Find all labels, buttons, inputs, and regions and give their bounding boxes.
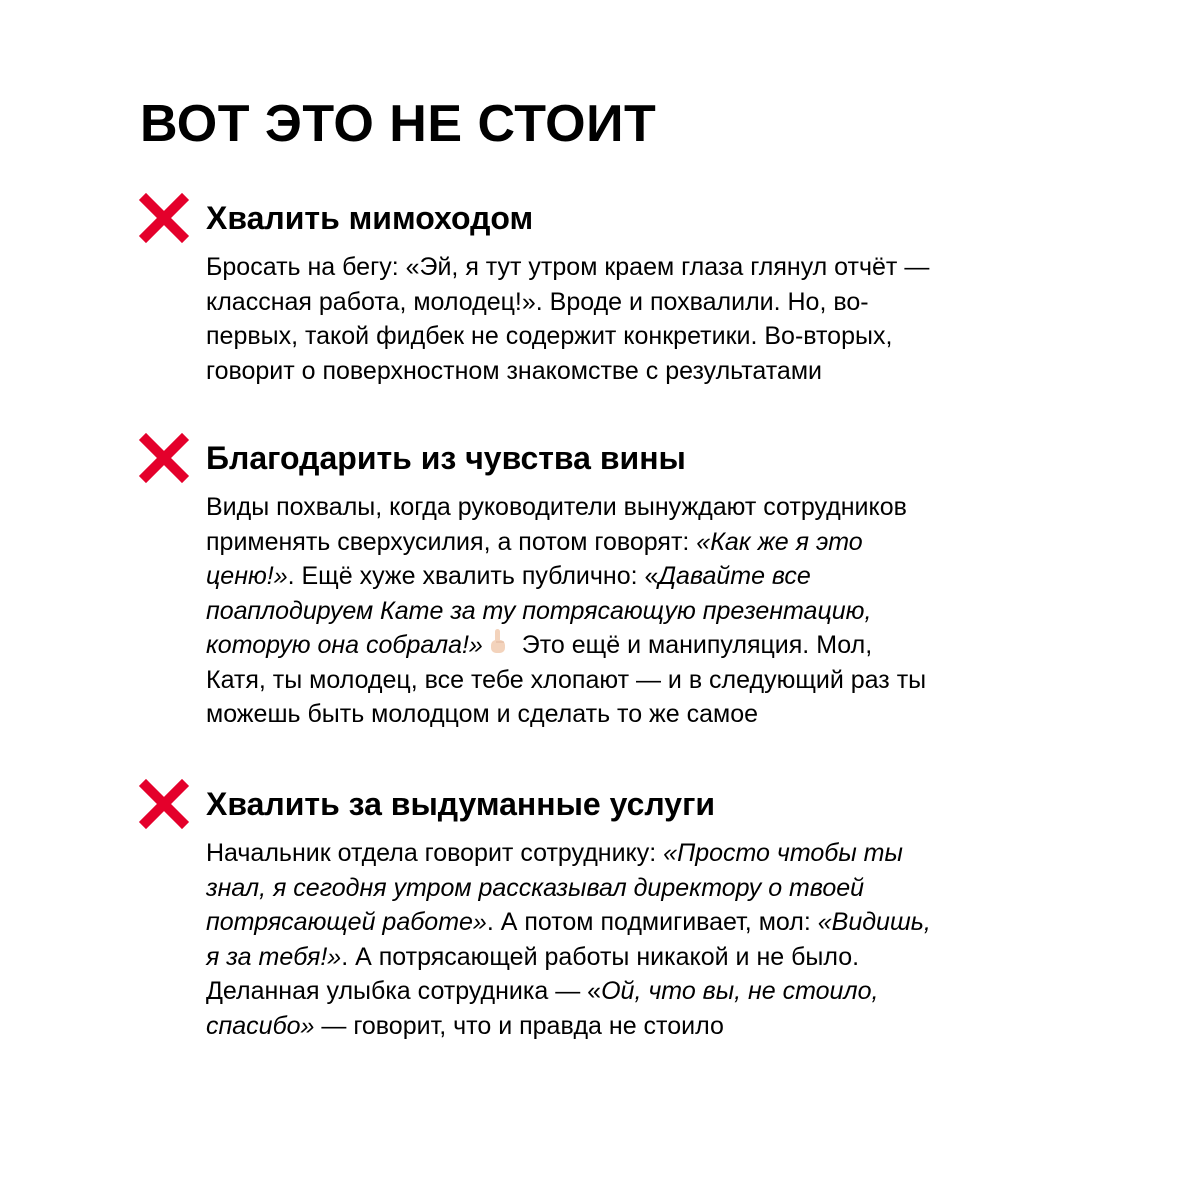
body-line bbox=[206, 1009, 1026, 1044]
quote-text: «Видишь, bbox=[817, 908, 931, 936]
body-line bbox=[206, 559, 1026, 594]
body-text: — говорит, что и правда не стоило bbox=[314, 1011, 724, 1040]
section-body bbox=[206, 836, 1026, 1043]
section-heading: Хвалить мимоходом bbox=[206, 200, 534, 236]
body-line bbox=[206, 974, 1026, 1009]
quote-text: потрясающей работе» bbox=[206, 908, 487, 936]
body-line bbox=[206, 940, 1026, 975]
body-line: можешь быть молодцом и сделать то же самое bbox=[206, 700, 759, 728]
body-line bbox=[206, 628, 1026, 663]
body-text: применять сверхусилия, а потом говорят: bbox=[206, 527, 697, 556]
body-text: Начальник отдела говорит сотруднику: bbox=[206, 839, 664, 867]
quote-text: «Как же я это bbox=[696, 527, 863, 556]
cross-mark-icon bbox=[138, 192, 190, 244]
quote-text: спасибо» bbox=[206, 1011, 315, 1040]
section-body bbox=[206, 250, 1026, 388]
pointing-up-hand-icon bbox=[487, 628, 509, 656]
body-line: говорит о поверхностном знакомстве с результатами bbox=[206, 356, 822, 385]
body-line bbox=[206, 905, 1026, 940]
body-text: . А потрясающей работы никакой и не было. bbox=[341, 942, 860, 971]
cross-mark-icon bbox=[138, 778, 190, 830]
quote-text: Ой, что вы, не стоило, bbox=[601, 977, 879, 1005]
section-heading: Благодарить из чувства вины bbox=[206, 440, 686, 476]
page-title: ВОТ ЭТО НЕ СТОИТ bbox=[140, 95, 657, 153]
body-line: поаплодируем Кате за ту потрясающую презентацию, bbox=[206, 596, 872, 625]
body-text: . Ещё хуже хвалить публично: « bbox=[287, 562, 659, 590]
body-line: классная работа, молодец!». Вроде и похвалили. Но, во- bbox=[206, 287, 869, 316]
quote-text: ценю!» bbox=[206, 562, 288, 590]
body-text: . А потом подмигивает, мол: bbox=[486, 908, 818, 936]
body-line: первых, такой фидбек не содержит конкретики. Во-вторых, bbox=[206, 322, 893, 350]
body-line bbox=[206, 525, 1026, 560]
body-text: Это ещё и манипуляция. Мол, bbox=[514, 631, 873, 659]
quote-text: которую она собрала!» bbox=[206, 631, 483, 659]
body-text: Деланная улыбка сотрудника — « bbox=[206, 977, 602, 1005]
section-body bbox=[206, 490, 1026, 732]
body-line: Бросать на бегу: «Эй, я тут утром краем глаза глянул отчёт — bbox=[206, 253, 930, 281]
body-line: Виды похвалы, когда руководители вынуждают сотрудников bbox=[206, 493, 907, 521]
cross-mark-icon bbox=[138, 432, 190, 484]
section-heading: Хвалить за выдуманные услуги bbox=[206, 786, 716, 822]
quote-text: «Просто чтобы ты bbox=[663, 839, 903, 867]
body-line bbox=[206, 836, 1026, 871]
quote-text: Давайте все bbox=[658, 562, 811, 590]
quote-text: я за тебя!» bbox=[206, 942, 342, 971]
body-line: знал, я сегодня утром рассказывал директору о твоей bbox=[206, 873, 865, 902]
body-line: Катя, ты молодец, все тебе хлопают — и в следующий раз ты bbox=[206, 665, 927, 694]
